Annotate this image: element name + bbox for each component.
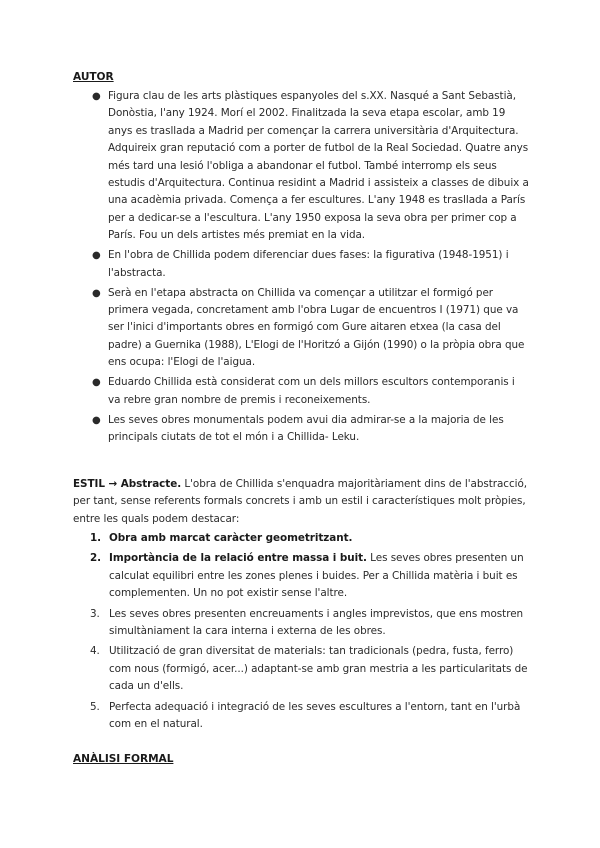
item-number: 2. <box>90 552 102 565</box>
list-item <box>90 643 530 695</box>
item-number: 5. <box>90 700 100 713</box>
author-bullet-list <box>90 88 530 449</box>
list-item <box>90 412 530 447</box>
item-bold-text: Importància de la relació entre massa i buit. <box>109 552 367 565</box>
bullet-icon: ● <box>92 91 101 102</box>
list-item <box>90 606 530 641</box>
style-label: ESTIL → Abstracte. <box>73 478 182 490</box>
list-item <box>90 285 530 372</box>
bullet-text: Serà en l'etapa abstracta on Chillida va començar a utilitzar el formigó per primera vegada, concretament amb l'obra Lugar de encuentros I (1971) que va ser l'inici d'importants obres en formigó com Gure aitaren etxea (la casa del padre) a Guernika (1988), L'Elogi de l'Horitzó a Gijón (1990) o la pròpia obra que ens ocupa: l'Elogi de l'aigua. <box>108 286 525 369</box>
bullet-icon: ● <box>92 377 101 389</box>
section-heading-autor: AUTOR <box>73 71 114 83</box>
list-item <box>90 699 530 734</box>
section-heading-analisi-formal: ANÀLISI FORMAL <box>73 753 174 765</box>
list-item <box>90 550 530 602</box>
list-item <box>90 88 530 245</box>
item-bold-text: Obra amb marcat caràcter geometritzant. <box>109 532 353 544</box>
bullet-text: Figura clau de les arts plàstiques espanyoles del s.XX. Nasqué a Sant Sebastià, Donòstia, l'any 1924. Morí el 2002. Finalitzada la seva etapa escolar, amb 19 anys es trasllada a Madrid per començar la carrera universitària d'Arquitectura. Adquireix gran reputació com a porter de futbol de la Real Sociedad. Quatre anys més tard una lesió l'obliga a abandonar el futbol. També interromp els seus estudis d'Arquitectura. Continua residint a Madrid i assisteix a classes de dibuix a una acadèmia privada. Comença a fer escultures. L'any 1948 es trasllada a París per a dedicar-se a l'escultura. L'any 1950 exposa la seva obra per primer cop a París. Fou un dels artistes més premiat en la vida. <box>108 90 529 242</box>
style-paragraph <box>73 476 533 528</box>
item-number: 4. <box>90 645 100 658</box>
item-text: Les seves obres presenten un calculat equilibri entre les zones plenes i buides. Per a Chillida matèria i buit es complementen. Un no pot existir sense l'altre. <box>109 552 524 600</box>
item-text: Perfecta adequació i integració de les seves escultures a l'entorn, tant en l'urbà com en el natural. <box>109 700 521 731</box>
style-features-list <box>90 530 530 736</box>
item-number: 3. <box>90 607 100 620</box>
bullet-text: Les seves obres monumentals podem avui dia admirar-se a la majoria de les principals ciutats de tot el món i a Chillida- Leku. <box>108 413 504 444</box>
item-number: 1. <box>90 532 102 544</box>
list-item <box>90 530 530 547</box>
style-text: L'obra de Chillida s'enquadra majoritàriament dins de l'abstracció, per tant, sense referents formals concrets i amb un estil i característiques molt pròpies, entre les quals podem destacar: <box>73 478 528 525</box>
item-text: Utilització de gran diversitat de materials: tan tradicionals (pedra, fusta, ferro) com nous (formigó, acer...) adaptant-se amb gran mestria a les particularitats de cada un d'ells. <box>109 645 528 693</box>
bullet-text: En l'obra de Chillida podem diferenciar dues fases: la figurativa (1948-1951) i l'abstracta. <box>108 249 509 279</box>
bullet-text: Eduardo Chillida està considerat com un dels millors escultors contemporanis i va rebre gran nombre de premis i reconeixements. <box>108 376 515 406</box>
item-text: Les seves obres presenten encreuaments i angles imprevistos, que ens mostren simultàniament la cara interna i externa de les obres. <box>109 607 524 638</box>
bullet-icon: ● <box>92 287 101 299</box>
list-item <box>90 374 530 409</box>
bullet-icon: ● <box>92 414 101 426</box>
bullet-icon: ● <box>92 250 101 262</box>
list-item <box>90 247 530 282</box>
